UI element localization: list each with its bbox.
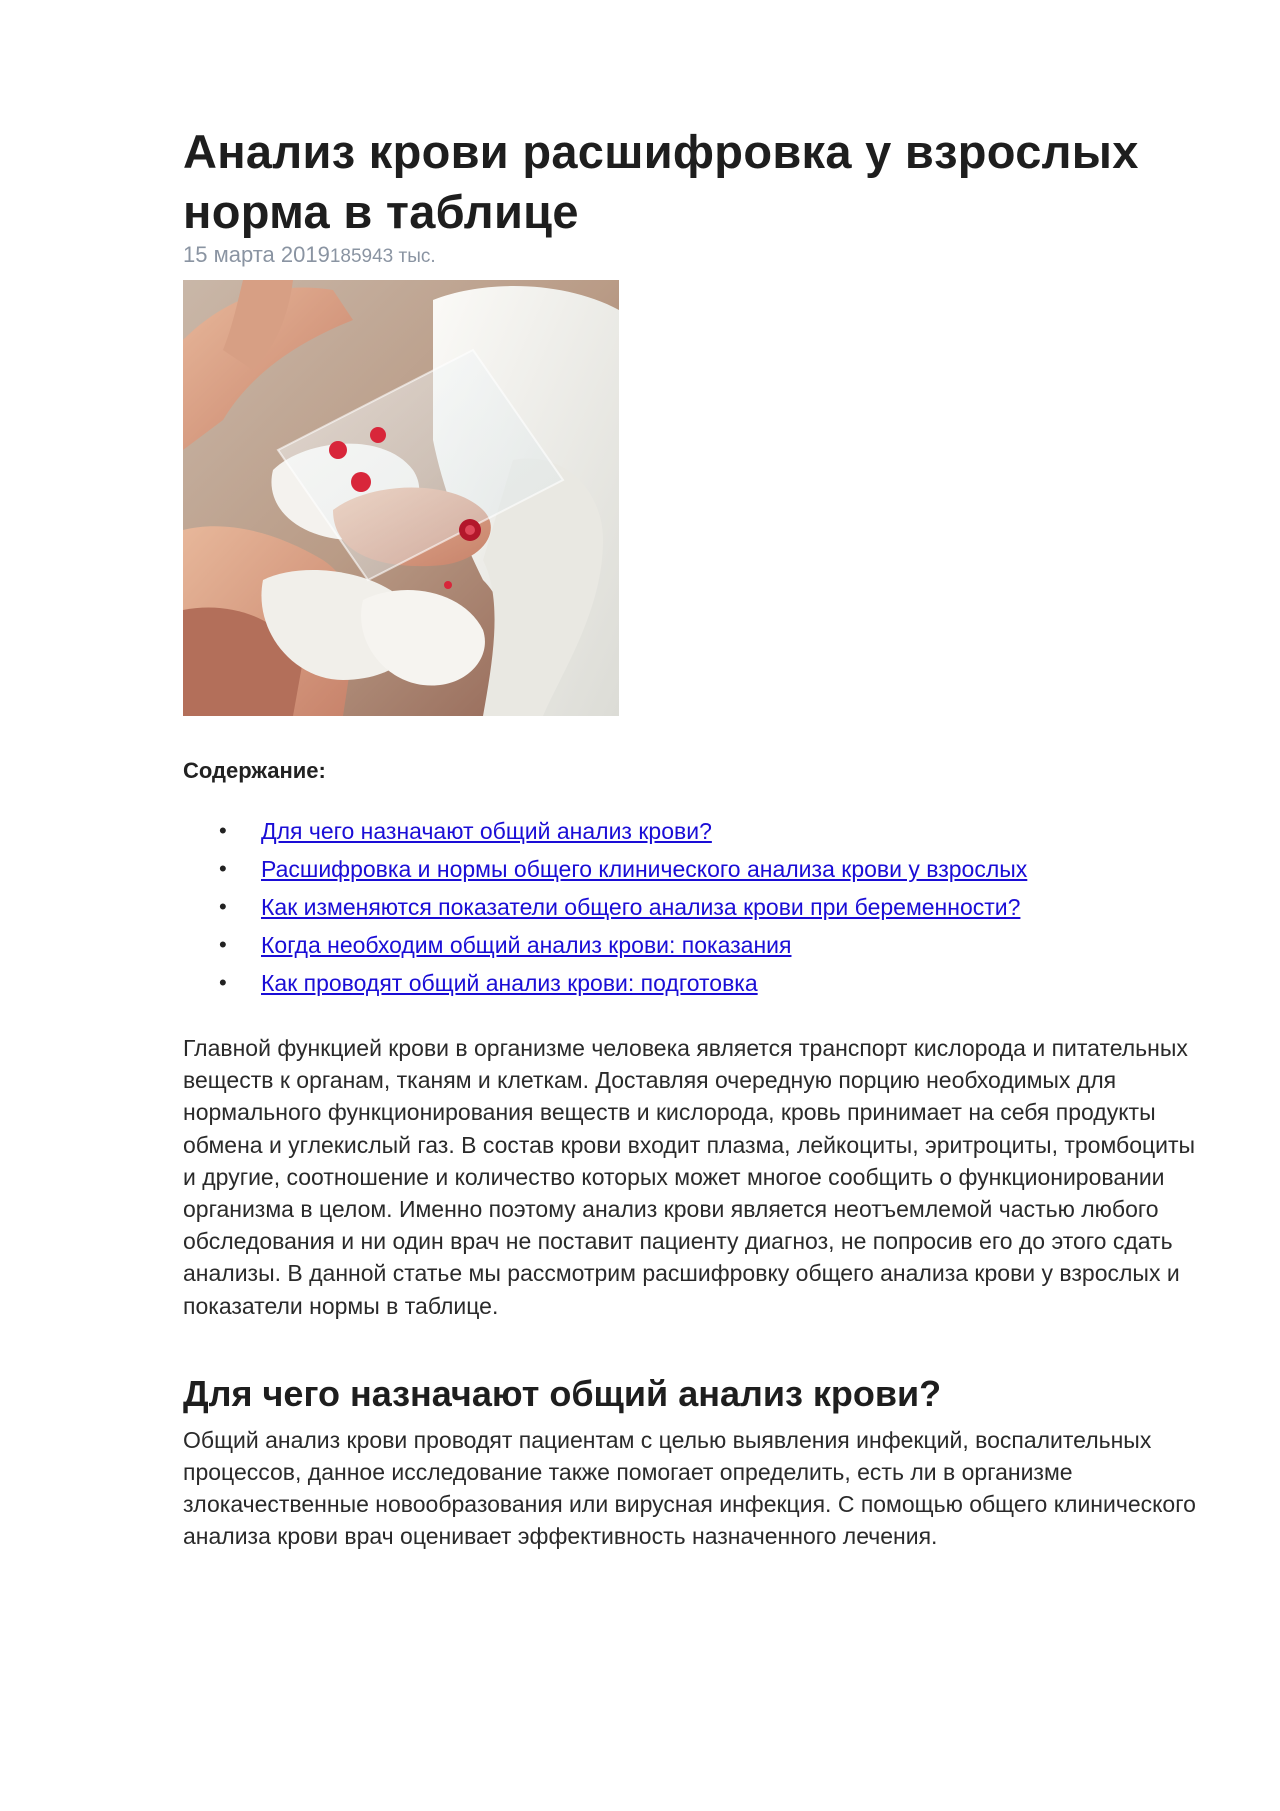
toc-list (183, 812, 1203, 1002)
section-paragraph: Общий анализ крови проводят пациентам с целью выявления инфекций, воспалительных процессов, данное исследование также помогает определить, есть ли в организме злокачественные новообразования или вирусная инфекция. С помощью общего клинического анализа крови врач оценивает эффективность назначенного лечения. (183, 1426, 1196, 1550)
list-item (261, 850, 1203, 888)
toc-link-indications[interactable]: Когда необходим общий анализ крови: показания (261, 932, 792, 958)
article-views: 185943 тыс. (329, 246, 436, 267)
list-item (261, 888, 1203, 926)
list-item (261, 964, 1203, 1002)
hero-image (183, 280, 619, 716)
list-item (261, 926, 1203, 964)
toc-link-pregnancy[interactable]: Как изменяются показатели общего анализа крови при беременности? (261, 894, 1021, 920)
toc-link-preparation[interactable]: Как проводят общий анализ крови: подготовка (261, 970, 758, 996)
toc-heading: Содержание: (183, 758, 326, 783)
toc-link-purpose[interactable]: Для чего назначают общий анализ крови? (261, 818, 712, 844)
toc-link-decoding[interactable]: Расшифровка и нормы общего клинического анализа крови у взрослых (261, 856, 1028, 882)
intro-paragraph: Главной функцией крови в организме человека является транспорт кислорода и питательных веществ к органам, тканям и клеткам. Доставляя очередную порцию необходимых для нормального функционирования веществ и кислорода, кровь принимает на себя продукты обмена и углекислый газ. В состав крови входит плазма, лейкоциты, эритроциты, тромбоциты и другие, соотношение и количество которых может многое сообщить о функционировании организма в целом. Именно поэтому анализ крови является неотъемлемой частью любого обследования и ни один врач не поставит пациенту диагноз, не попросив его до этого сдать анализы. В данной статье мы рассмотрим расшифровку общего анализа крови у взрослых и показатели нормы в таблице. (183, 1035, 1196, 1319)
list-item (261, 812, 1203, 850)
article (183, 122, 1203, 1553)
section-heading: Для чего назначают общий анализ крови? (183, 1372, 942, 1414)
article-meta (183, 242, 1203, 270)
article-date: 15 марта 2019 (183, 242, 330, 267)
page-title: Анализ крови расшифровка у взрослых норма в таблице (183, 125, 1139, 238)
